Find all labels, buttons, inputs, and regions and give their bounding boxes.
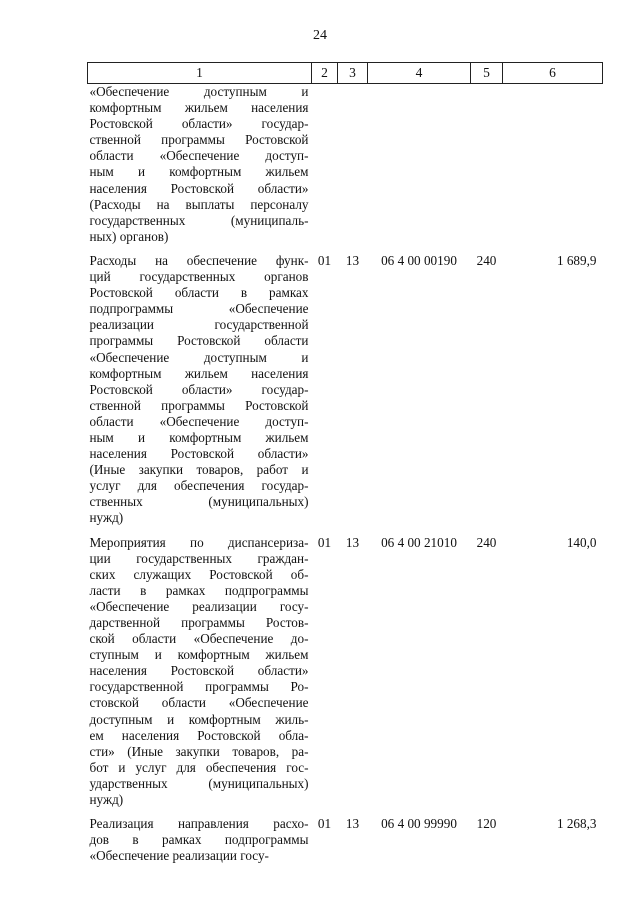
header-row <box>88 63 603 84</box>
description-line: доступным и комфортным жиль- <box>89 711 309 727</box>
table-row <box>88 84 603 253</box>
description-line: области «Обеспечение доступ- <box>89 413 309 429</box>
row-section-code: 01 <box>317 534 332 550</box>
description-line: подпрограммы «Обеспечение <box>89 301 309 317</box>
description-line: ской области «Обеспечение до- <box>89 631 309 647</box>
description-line: государственных (муниципаль- <box>89 212 309 228</box>
description-line: ных) органов) <box>89 228 169 244</box>
table-body <box>88 84 603 873</box>
description-line: Реализация направления расхо- <box>89 816 309 832</box>
table-row <box>88 535 603 817</box>
description-line: населения Ростовской области» <box>89 663 309 679</box>
row-target-article: 06 4 00 99990 <box>381 816 457 832</box>
description-line: населения Ростовской области» <box>89 180 309 196</box>
description-line: государственной программы Ро- <box>89 679 309 695</box>
row-description <box>88 816 312 872</box>
header-col-6: 6 <box>503 63 603 84</box>
row-amount: 140,0 <box>566 534 597 550</box>
row-expense-type: 120 <box>476 816 497 832</box>
description-line: дарственной программы Ростов- <box>89 615 309 630</box>
description-line: программы Ростовской области <box>89 333 309 349</box>
description-line: ударственных (муниципальных) <box>89 775 309 791</box>
row-subsection-code: 13 <box>345 252 360 268</box>
description-line: стовской области «Обеспечение <box>89 695 309 711</box>
description-line: ным и комфортным жильем <box>89 164 309 180</box>
description-line: ступным и комфортным жильем <box>89 647 309 663</box>
row-expense-type: 240 <box>476 252 497 268</box>
description-line: ным и комфортным жильем <box>89 429 309 445</box>
description-line: ем населения Ростовской обла- <box>89 727 309 743</box>
description-line: нужд) <box>89 510 124 526</box>
description-line: (Иные закупки товаров, работ и <box>89 462 309 478</box>
budget-table <box>87 62 603 872</box>
description-line: ции государственных граждан- <box>89 550 309 566</box>
description-line: Ростовской области в рамках <box>89 285 309 301</box>
description-line: сти» (Иные закупки товаров, ра- <box>89 743 309 759</box>
description-line: «Обеспечение доступным и <box>89 349 309 365</box>
description-line: «Обеспечение реализации госу- <box>89 598 309 614</box>
description-line: ций государственных органов <box>89 269 309 285</box>
row-expense-type <box>471 84 503 253</box>
row-target-article: 06 4 00 21010 <box>381 534 457 550</box>
description-line: Ростовской области» государ- <box>89 116 309 132</box>
table-row <box>88 253 603 535</box>
description-line: бот и услуг для обеспечения гос- <box>89 759 309 775</box>
table-row <box>88 816 603 872</box>
row-subsection-code <box>338 84 368 253</box>
description-line: Мероприятия по диспансериза- <box>89 534 309 550</box>
row-description <box>88 84 312 253</box>
description-line: услуг для обеспечения государ- <box>89 478 309 494</box>
header-col-1: 1 <box>88 63 312 84</box>
header-col-4: 4 <box>368 63 471 84</box>
description-line: комфортным жильем населения <box>89 365 309 381</box>
row-description <box>88 253 312 535</box>
header-col-5: 5 <box>471 63 503 84</box>
description-line: ственной программы Ростовской <box>89 397 309 413</box>
description-line: ственной программы Ростовской <box>89 132 309 148</box>
row-target-article <box>368 84 471 253</box>
row-subsection-code: 13 <box>345 816 360 832</box>
description-line: нужд) <box>89 792 124 808</box>
description-line: области «Обеспечение доступ- <box>89 148 309 164</box>
description-line: (Расходы на выплаты персоналу <box>89 196 309 212</box>
row-target-article: 06 4 00 00190 <box>381 252 457 268</box>
table-header <box>88 63 603 84</box>
description-line: ских служащих Ростовской об- <box>89 566 309 582</box>
row-expense-type: 240 <box>476 534 497 550</box>
row-section-code: 01 <box>317 816 332 832</box>
description-line: реализации государственной <box>89 317 309 333</box>
row-amount: 1 268,3 <box>556 816 597 832</box>
row-amount <box>503 84 603 253</box>
header-col-3: 3 <box>338 63 368 84</box>
row-subsection-code: 13 <box>345 534 360 550</box>
row-section-code <box>312 84 338 253</box>
description-line: Расходы на обеспечение функ- <box>89 252 309 268</box>
description-line: населения Ростовской области» <box>89 446 309 462</box>
description-line: комфортным жильем населения <box>89 100 309 116</box>
row-section-code: 01 <box>317 252 332 268</box>
page-number: 24 <box>313 28 327 43</box>
description-line: ласти в рамках подпрограммы <box>89 582 309 598</box>
description-line: Ростовской области» государ- <box>89 381 309 397</box>
row-description <box>88 535 312 817</box>
description-line: «Обеспечение реализации госу- <box>89 848 269 864</box>
description-line: дов в рамках подпрограммы <box>89 832 309 848</box>
description-line: ственных (муниципальных) <box>89 494 309 510</box>
description-line: «Обеспечение доступным и <box>89 84 309 99</box>
header-col-2: 2 <box>312 63 338 84</box>
row-amount: 1 689,9 <box>556 252 597 268</box>
